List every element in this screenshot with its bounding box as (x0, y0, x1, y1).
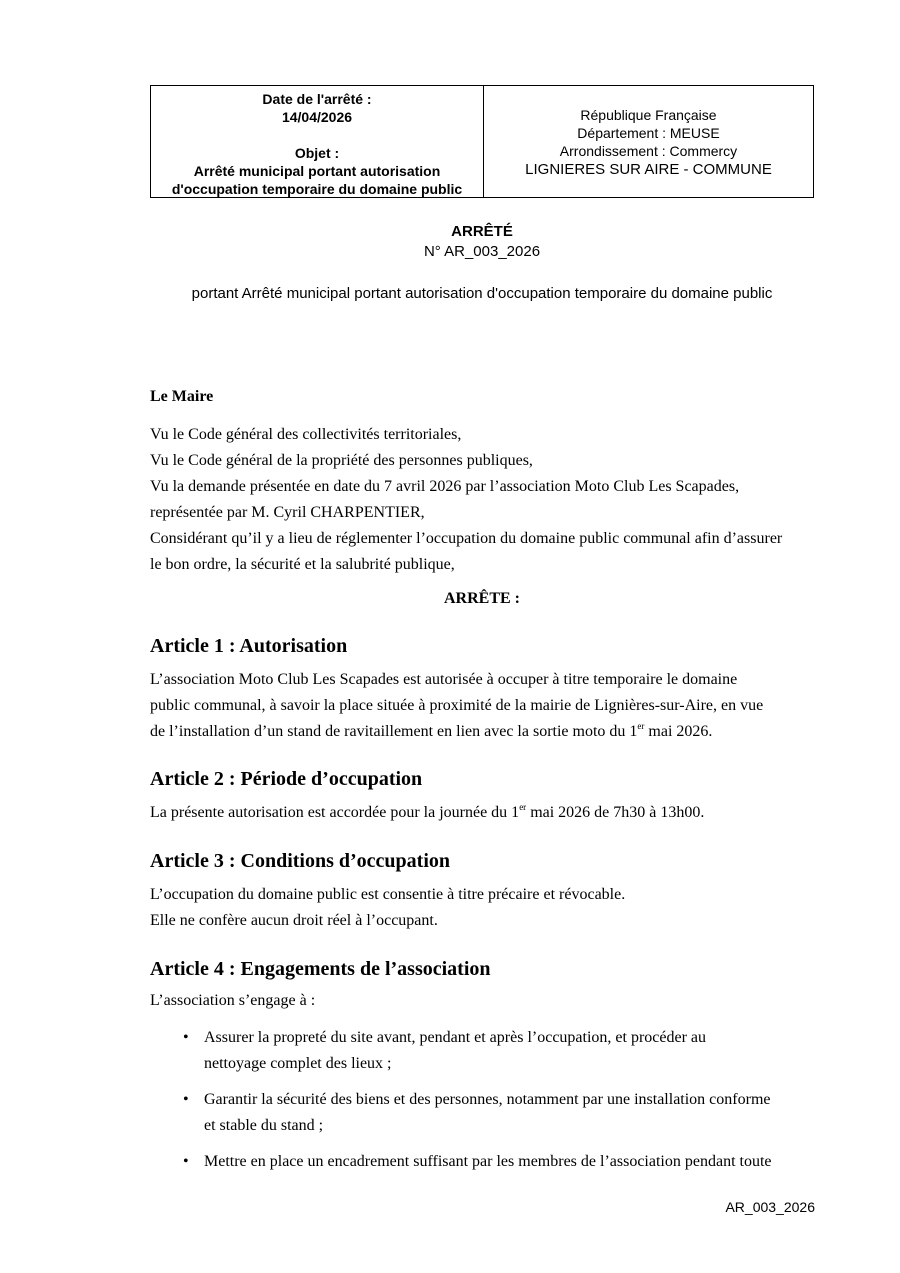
list-item: • Garantir la sécurité des biens et des personnes, notamment par une installation conforme et stable du stand ; (150, 1087, 820, 1139)
article-2-body (150, 800, 820, 826)
preamble-block (150, 422, 820, 578)
portant-line: portant Arrêté municipal portant autorisation d'occupation temporaire du domaine public (191, 285, 773, 302)
article-4-title: Article 4 : Engagements de l’association (150, 958, 491, 980)
article-1-title: Article 1 : Autorisation (150, 635, 348, 657)
footer-reference: AR_003_2026 (725, 1199, 815, 1215)
header-right-cell (484, 86, 813, 197)
bullet-icon: • (183, 1029, 189, 1046)
article-2-title: Article 2 : Période d’occupation (150, 768, 423, 790)
document-heading: ARRÊTÉ (451, 223, 513, 240)
bullet-icon: • (183, 1153, 189, 1170)
document-number: N° AR_003_2026 (423, 243, 541, 260)
article-1-line-1: L’association Moto Club Les Scapades est autorisée à occuper à titre temporaire le domaine (150, 671, 738, 688)
arrondissement-text: Arrondissement : Commercy (559, 143, 738, 159)
date-value: 14/04/2026 (281, 109, 353, 125)
considerant-line-2: le bon ordre, la sécurité et la salubrité publique, (150, 556, 455, 573)
article-4-intro: L’association s’engage à : (150, 992, 316, 1009)
vu-line-1: Vu le Code général des collectivités territoriales, (150, 426, 462, 443)
vu-line-3a: Vu la demande présentée en date du 7 avril 2026 par l’association Moto Club Les Scapades, (150, 478, 740, 495)
article-3-line-1: L’occupation du domaine public est consentie à titre précaire et révocable. (150, 886, 626, 903)
objet-line-2: d'occupation temporaire du domaine public (171, 181, 463, 197)
objet-line-1: Arrêté municipal portant autorisation (193, 163, 441, 179)
vu-line-3b: représentée par M. Cyril CHARPENTIER, (150, 504, 425, 521)
title-block (150, 222, 814, 262)
departement-text: Département : MEUSE (577, 125, 720, 141)
article-3-title: Article 3 : Conditions d’occupation (150, 850, 450, 872)
article-3-line-2: Elle ne confère aucun droit réel à l’occupant. (150, 912, 438, 929)
republique-text: République Française (580, 107, 717, 123)
objet-label: Objet : (294, 145, 340, 161)
bullet-icon: • (183, 1091, 189, 1108)
list-item: • Mettre en place un encadrement suffisant par les membres de l’association pendant toute (150, 1149, 820, 1175)
commune-text: LIGNIERES SUR AIRE - COMMUNE (525, 161, 772, 178)
article-2-line: La présente autorisation est accordée pour la journée du 1er mai 2026 de 7h30 à 13h00. (150, 802, 705, 821)
article-1-line-2: public communal, à savoir la place située à proximité de la mairie de Lignières-sur-Aire, en vue (150, 697, 764, 714)
list-item: • Assurer la propreté du site avant, pendant et après l’occupation, et procéder au nettoyage complet des lieux ; (150, 1025, 820, 1077)
article-1-line-3: de l’installation d’un stand de ravitaillement en lien avec la sortie moto du 1er mai 2026. (150, 721, 713, 740)
article-4-list (150, 1025, 820, 1185)
considerant-line-1: Considérant qu’il y a lieu de réglementer l’occupation du domaine public communal afin d’assurer (150, 530, 783, 547)
date-label: Date de l'arrêté : (262, 91, 372, 107)
le-maire-heading: Le Maire (150, 388, 214, 405)
vu-line-2: Vu le Code général de la propriété des personnes publiques, (150, 452, 533, 469)
article-1-body (150, 667, 820, 745)
header-table (150, 85, 814, 198)
article-3-body (150, 882, 820, 934)
arrete-word: ARRÊTE : (443, 590, 520, 607)
header-left-cell (151, 86, 484, 197)
